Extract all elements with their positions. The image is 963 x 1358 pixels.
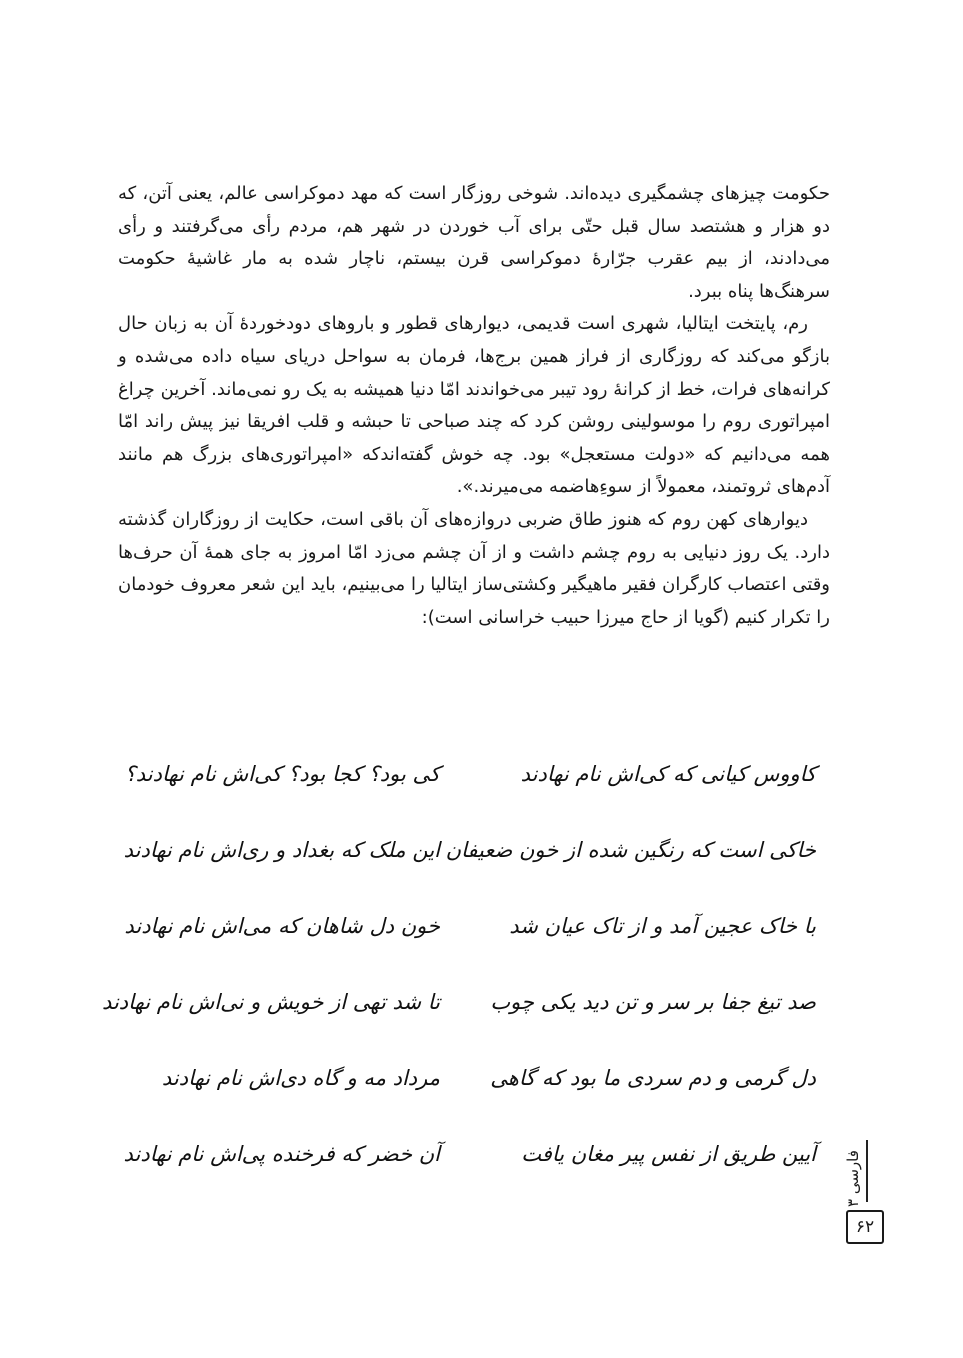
poem-hemistich-first: دل گرمی و دم سردی ما بود که گاهی [490,1066,816,1090]
poem-hemistich-first: آیین طریق از نفس پیر مغان یافت [521,1142,816,1166]
poem-hemistich-second: این ملک که بغداد و ری‌اش نام نهادند [123,838,440,862]
poem-hemistich-first: کاووس کیانی که کی‌اش نام نهادند [520,762,816,786]
poem-verse [101,964,830,1040]
poem-verse [118,1040,830,1116]
poem-hemistich-second: کی بود؟ کجا بود؟ کی‌اش نام نهادند؟ [124,762,440,786]
poem-verse [118,888,830,964]
poem-verse [118,812,830,888]
poem-hemistich-first: صد تیغ جفا بر سر و تن دید یکی چوب [490,990,816,1014]
poem-hemistich-first: خاکی است که رنگین شده از خون ضعیفان [445,838,816,862]
poem-hemistich-first: با خاک عجین آمد و از تاک عیان شد [509,914,816,938]
body-text [118,178,830,634]
paragraph-1: حکومت چیزهای چشمگیری دیده‌اند. شوخی روزگار است که مهد دموکراسی عالم، یعنی آتن، که دو هزار و هشتصد سال قبل حتّی برای آب خوردن در شهر هم، مردم رأی می‌گرفتند و رأی می‌دادند، از بیم عقرب جرّارۀ دموکراسی قرن بیستم، ناچار شده به مار غاشیۀ حکومت سرهنگ‌ها پناه ببرد. [118,183,830,302]
book-title: فارسی ۳ [844,1150,862,1208]
poem-verse [118,1116,830,1192]
paragraph-3: دیوارهای کهن روم که هنوز طاق ضربی دروازه‌های آن باقی است، حکایت از روزگاران گذشته دارد. یک روز دنیایی به روم چشم داشت و از آن چشم می‌زد امّا امروز به جای همۀ آن حرف‌ها وقتی اعتصاب کارگران فقیر ماهیگیر وکشتی‌ساز ایتالیا را می‌بینیم، باید این شعر معروف خودمان را تکرار کنیم (گویا از حاج میرزا حبیب خراسانی است): [118,508,830,628]
poem [101,736,830,1192]
poem-hemistich-second: مرداد مه و گاه دی‌اش نام نهادند [161,1066,440,1090]
poem-hemistich-second: تا شد تهی از خویش و نی‌اش نام نهادند [101,990,440,1014]
margin-divider [866,1140,868,1202]
poem-hemistich-second: آن خضر که فرخنده پی‌اش نام نهادند [123,1142,440,1166]
page-number: ۶۲ [846,1210,884,1244]
poem-verse [118,736,830,812]
paragraph-2: رم، پایتخت ایتالیا، شهری است قدیمی، دیوارهای قطور و باروهای دودخوردۀ آن به زبان حال بازگو می‌کند که روزگاری از فراز همین برج‌ها، فرمان به سواحل دریای سیاه داده می‌شده و کرانه‌های فرات، خط از کرانۀ رود تیبر می‌خواندند امّا دنیا همیشه به یک رو نمی‌ماند. آخرین چراغ امپراتوری روم را موسولینی روشن کرد که چند صباحی تا حبشه و قلب افریقا نیز پیش راند امّا همه می‌دانیم که «دولت مستعجل» بود. چه خوش گفته‌اندکه «امپراتوری‌های بزرگ هم مانند آدم‌های ثروتمند، معمولاً از سوءِهاضمه می‌میرند.». [118,313,830,498]
poem-hemistich-second: خون دل شاهان که می‌اش نام نهادند [124,914,440,938]
